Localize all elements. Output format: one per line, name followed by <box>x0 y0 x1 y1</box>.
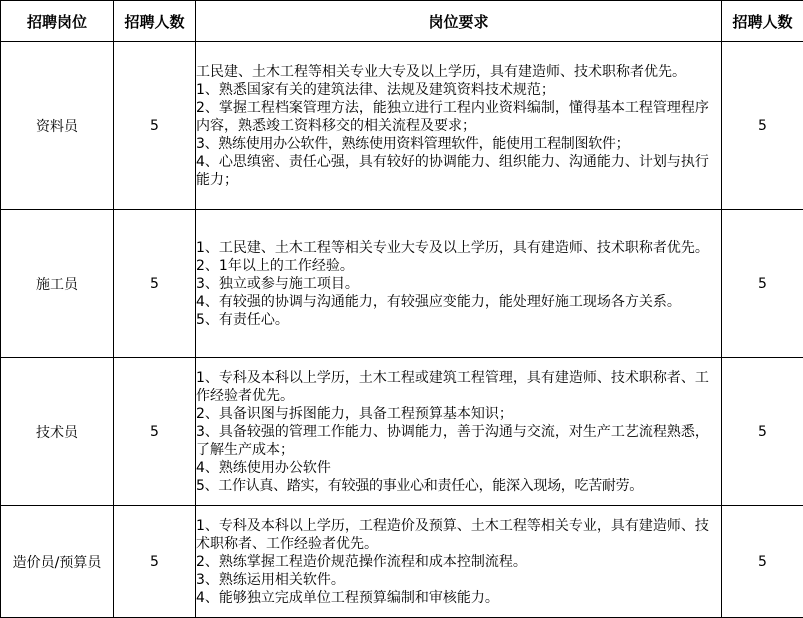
table-row <box>1 358 803 506</box>
count-right-cell: 5 <box>722 210 803 358</box>
requirement-line: 3、具备较强的管理工作能力、协调能力，善于沟通与交流，对生产工艺流程熟悉，了解生产成本； <box>196 423 709 458</box>
position-cell: 造价员/预算员 <box>1 506 114 618</box>
requirements-cell <box>196 210 722 358</box>
table-row <box>1 210 803 358</box>
requirement-line: 4、能够独立完成单位工程预算编制和审核能力。 <box>196 589 499 606</box>
requirement-line: 2、具备识图与拆图能力，具备工程预算基本知识； <box>196 405 513 422</box>
requirements-cell <box>196 358 722 506</box>
header-count: 招聘人数 <box>114 1 196 42</box>
requirement-line: 5、有责任心。 <box>196 311 289 328</box>
requirement-line: 1、熟悉国家有关的建筑法律、法规及建筑资料技术规范； <box>196 81 555 98</box>
requirement-line: 1、工民建、土木工程等相关专业大专及以上学历，具有建造师、技术职称者优先。 <box>196 239 709 256</box>
requirement-line: 2、掌握工程档案管理方法，能独立进行工程内业资料编制，懂得基本工程管理程序内容，熟悉竣工资料移交的相关流程及要求； <box>196 99 709 134</box>
requirement-line: 1、专科及本科以上学历，土木工程或建筑工程管理，具有建造师、技术职称者、工作经验者优先。 <box>196 369 709 404</box>
table-row <box>1 42 803 210</box>
header-position: 招聘岗位 <box>1 1 114 42</box>
requirement-line: 4、心思缜密、责任心强，具有较好的协调能力、组织能力、沟通能力、计划与执行能力； <box>196 153 709 188</box>
count-cell: 5 <box>114 210 196 358</box>
count-cell: 5 <box>114 358 196 506</box>
requirements-cell <box>196 506 722 618</box>
count-right-cell: 5 <box>722 42 803 210</box>
requirement-line: 3、熟练运用相关软件。 <box>196 571 345 588</box>
requirement-line: 4、熟练使用办公软件 <box>196 459 331 476</box>
count-right-cell: 5 <box>722 506 803 618</box>
table-header-row <box>1 1 803 42</box>
requirement-line: 2、1年以上的工作经验。 <box>196 257 354 274</box>
position-cell: 技术员 <box>1 358 114 506</box>
requirement-line: 5、工作认真、踏实，有较强的事业心和责任心，能深入现场，吃苦耐劳。 <box>196 477 644 494</box>
count-right-cell: 5 <box>722 358 803 506</box>
requirement-line: 3、独立或参与施工项目。 <box>196 275 359 292</box>
requirement-line: 3、熟练使用办公软件，熟练使用资料管理软件，能使用工程制图软件； <box>196 135 630 152</box>
requirement-line: 1、专科及本科以上学历，工程造价及预算、土木工程等相关专业，具有建造师、技术职称者、工作经验者优先。 <box>196 517 709 552</box>
position-cell: 施工员 <box>1 210 114 358</box>
header-count-right: 招聘人数 <box>722 1 803 42</box>
requirements-cell <box>196 42 722 210</box>
count-cell: 5 <box>114 42 196 210</box>
position-cell: 资料员 <box>1 42 114 210</box>
requirement-line: 2、熟练掌握工程造价规范操作流程和成本控制流程。 <box>196 553 527 570</box>
requirement-line: 工民建、土木工程等相关专业大专及以上学历，具有建造师、技术职称者优先。 <box>196 63 686 80</box>
table-row <box>1 506 803 618</box>
requirement-line: 4、有较强的协调与沟通能力，有较强应变能力，能处理好施工现场各方关系。 <box>196 293 681 310</box>
count-cell: 5 <box>114 506 196 618</box>
header-requirements: 岗位要求 <box>196 1 722 42</box>
